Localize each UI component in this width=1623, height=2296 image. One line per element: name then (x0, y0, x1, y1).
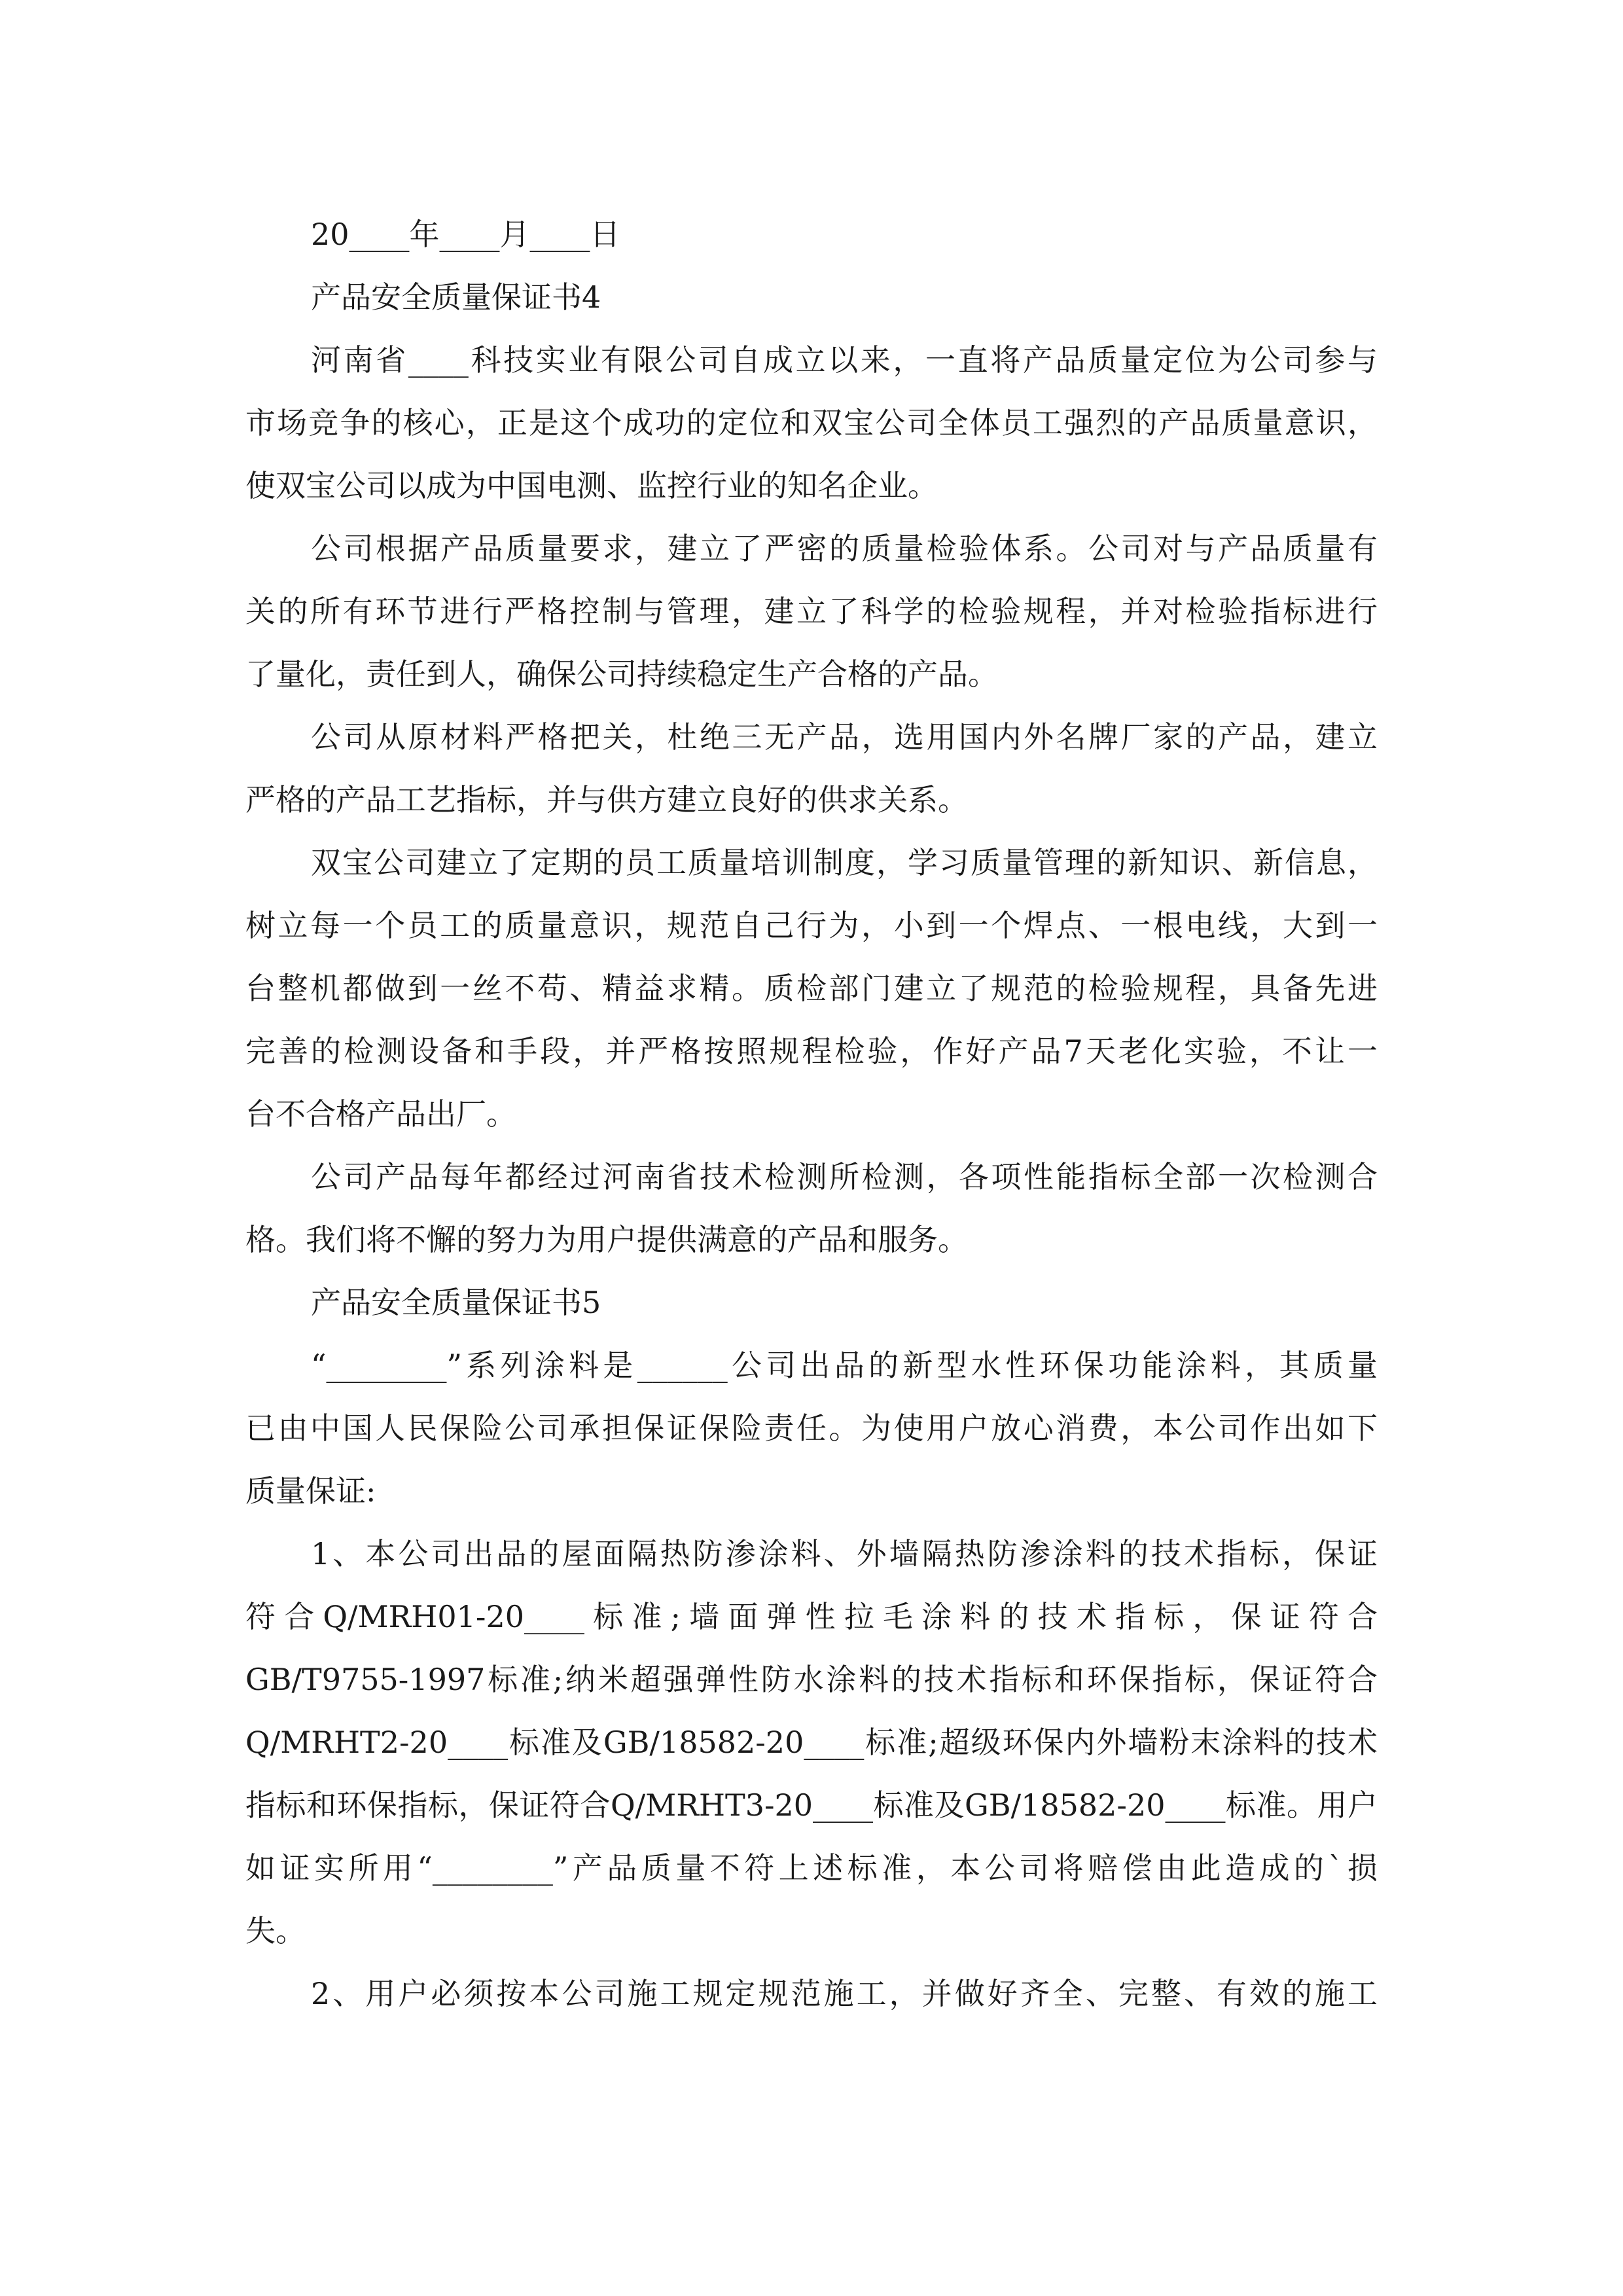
text-line: 2、用户必须按本公司施工规定规范施工，并做好齐全、完整、有效的施工 (311, 1976, 1378, 2011)
document-body (245, 203, 1378, 2025)
text-line: 公司根据产品质量要求，建立了严密的质量检验体系。公司对与产品质量有 (311, 531, 1378, 566)
text-line: 失。 (245, 1913, 306, 1948)
text-line: 质量保证: (245, 1473, 376, 1509)
text-line: 公司从原材料严格把关，杜绝三无产品，选用国内外名牌厂家的产品，建立 (311, 719, 1378, 755)
text-line: 已由中国人民保险公司承担保证保险责任。为使用户放心消费，本公司作出如下 (245, 1410, 1378, 1446)
text-line: 符合Q/MRH01-20____标准;墙面弹性拉毛涂料的技术指标，保证符合 (245, 1599, 1378, 1634)
text-line: 双宝公司建立了定期的员工质量培训制度，学习质量管理的新知识、新信息， (311, 845, 1378, 880)
text-line: 指标和环保指标，保证符合Q/MRHT3-20____标准及GB/18582-20____标准。用户 (245, 1787, 1378, 1823)
text-line: 20____年____月____日 (311, 217, 620, 252)
text-line: 关的所有环节进行严格控制与管理，建立了科学的检验规程，并对检验指标进行 (245, 594, 1378, 629)
text-line: 格。我们将不懈的努力为用户提供满意的产品和服务。 (245, 1222, 968, 1257)
text-line: 使双宝公司以成为中国电测、监控行业的知名企业。 (245, 468, 938, 503)
text-line: 树立每一个员工的质量意识，规范自己行为，小到一个焊点、一根电线，大到一 (245, 908, 1378, 943)
text-line: 台整机都做到一丝不苟、精益求精。质检部门建立了规范的检验规程，具备先进 (245, 971, 1378, 1006)
text-line: 了量化，责任到人，确保公司持续稳定生产合格的产品。 (245, 656, 998, 692)
text-line: “________”系列涂料是______公司出品的新型水性环保功能涂料，其质量 (311, 1348, 1378, 1383)
text-line: 完善的检测设备和手段，并严格按照规程检验，作好产品7天老化实验，不让一 (245, 1033, 1378, 1069)
text-line: 产品安全质量保证书5 (311, 1285, 601, 1320)
text-line: GB/T9755-1997标准;纳米超强弹性防水涂料的技术指标和环保指标，保证符合 (245, 1662, 1378, 1697)
text-line: Q/MRHT2-20____标准及GB/18582-20____标准;超级环保内外墙粉末涂料的技术 (245, 1725, 1378, 1760)
text-line: 市场竞争的核心，正是这个成功的定位和双宝公司全体员工强烈的产品质量意识， (245, 405, 1378, 440)
text-line: 产品安全质量保证书4 (311, 279, 601, 315)
text-line: 1、本公司出品的屋面隔热防渗涂料、外墙隔热防渗涂料的技术指标，保证 (311, 1536, 1378, 1571)
text-line: 严格的产品工艺指标，并与供方建立良好的供求关系。 (245, 782, 968, 817)
text-line: 公司产品每年都经过河南省技术检测所检测，各项性能指标全部一次检测合 (311, 1159, 1378, 1194)
text-line: 河南省____科技实业有限公司自成立以来，一直将产品质量定位为公司参与 (311, 342, 1378, 378)
text-line: 如证实所用“________”产品质量不符上述标准，本公司将赔偿由此造成的`损 (245, 1850, 1378, 1886)
text-line: 台不合格产品出厂。 (245, 1096, 516, 1132)
